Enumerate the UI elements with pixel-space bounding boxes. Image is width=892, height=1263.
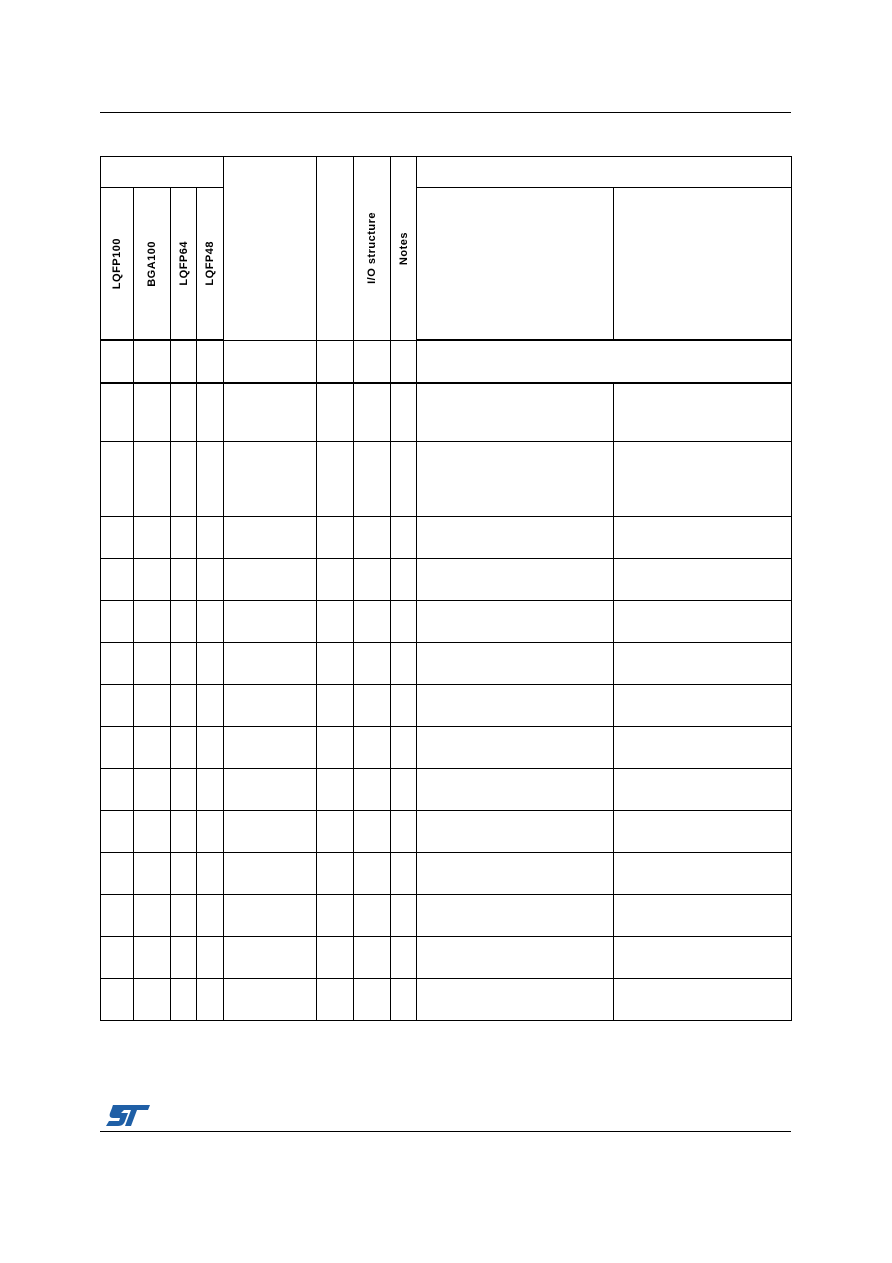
table-row bbox=[101, 685, 792, 727]
package-header-lqfp48 bbox=[197, 188, 224, 341]
table-row bbox=[101, 937, 792, 979]
package-label: LQFP100 bbox=[111, 237, 123, 290]
table-row bbox=[101, 340, 792, 383]
additional-functions-header bbox=[614, 188, 792, 341]
table-row bbox=[101, 727, 792, 769]
table-row bbox=[101, 517, 792, 559]
package-label: LQFP64 bbox=[177, 241, 190, 286]
pinout-table bbox=[100, 156, 792, 1021]
table-row bbox=[101, 811, 792, 853]
pin-number-group-header bbox=[101, 157, 224, 188]
table-header-row-top bbox=[101, 157, 792, 188]
package-label: LQFP48 bbox=[204, 241, 216, 286]
table-row bbox=[101, 442, 792, 517]
package-header-lqfp100 bbox=[101, 188, 134, 341]
notes-header bbox=[391, 157, 417, 341]
io-structure-header bbox=[354, 157, 391, 341]
table-row bbox=[101, 895, 792, 937]
table-row bbox=[101, 853, 792, 895]
st-logo-icon bbox=[104, 1102, 152, 1128]
table-row bbox=[101, 643, 792, 685]
table-row bbox=[101, 979, 792, 1021]
table-row bbox=[101, 383, 792, 442]
header-rule bbox=[100, 112, 791, 113]
pin-name-header bbox=[224, 157, 317, 341]
functions-group-header bbox=[417, 157, 792, 188]
table-row bbox=[101, 769, 792, 811]
notes-label: Notes bbox=[397, 231, 410, 265]
package-label: BGA100 bbox=[146, 240, 158, 287]
package-header-lqfp64 bbox=[171, 188, 197, 341]
footer-rule bbox=[100, 1131, 791, 1132]
io-structure-label: I/O structure bbox=[366, 212, 378, 285]
alternate-functions-header bbox=[417, 188, 614, 341]
pin-type-header bbox=[317, 157, 354, 341]
table-header-row-bottom bbox=[101, 188, 792, 341]
package-header-bga100 bbox=[134, 188, 171, 341]
table-row bbox=[101, 601, 792, 643]
table-row bbox=[101, 559, 792, 601]
